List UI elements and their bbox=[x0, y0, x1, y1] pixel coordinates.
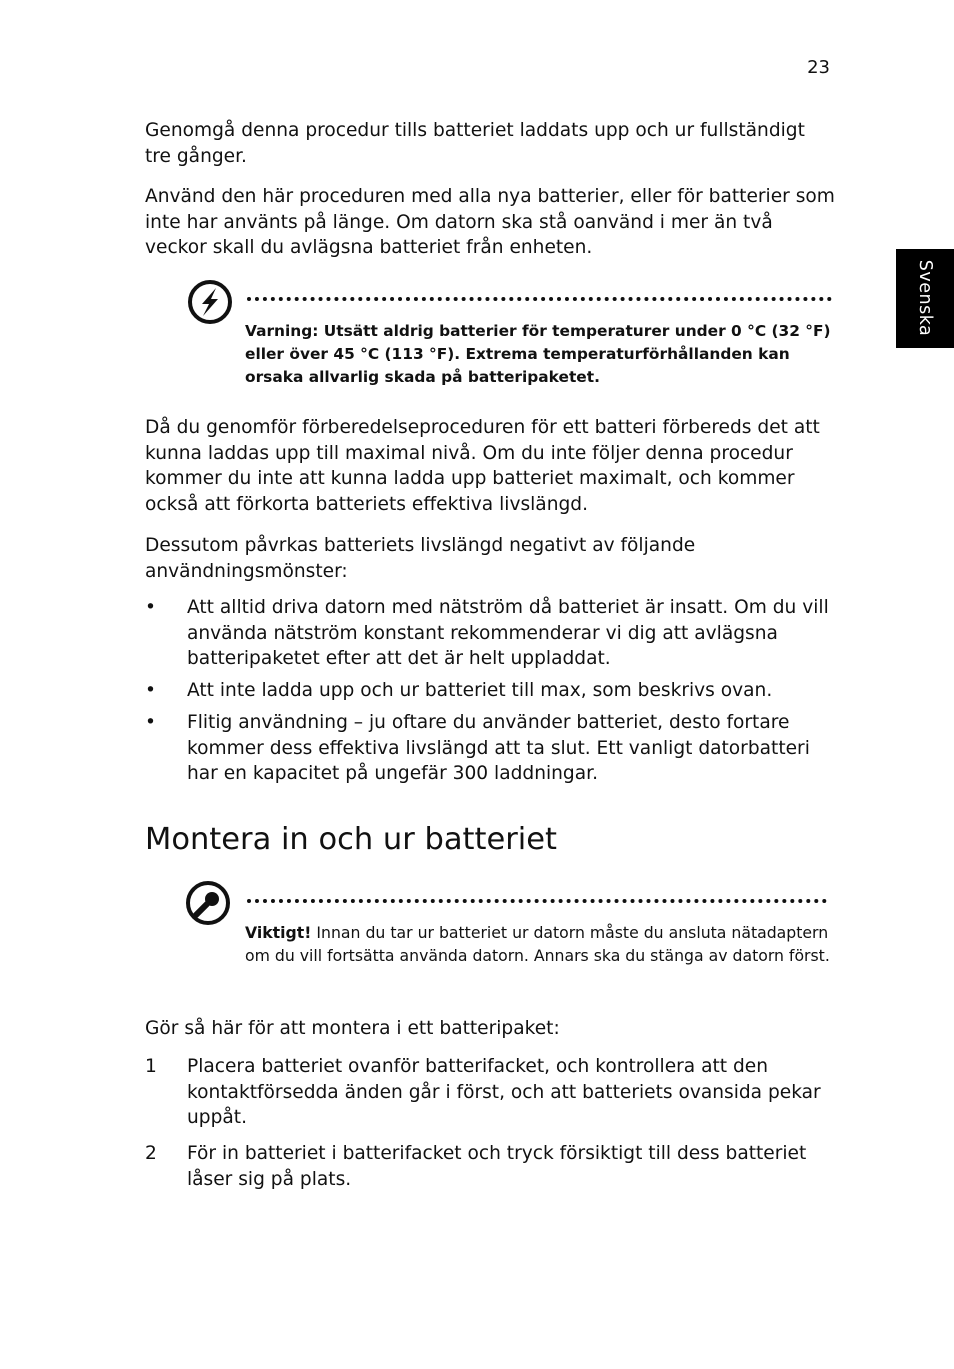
step-number: 1 bbox=[145, 1056, 157, 1077]
important-divider bbox=[247, 899, 827, 903]
step-text: För in batteriet i batterifacket och tryck försiktigt till dess batteriet låser sig på plats. bbox=[187, 1143, 807, 1190]
bullet-text: Att alltid driva datorn med nätström då batteriet är insatt. Om du vill använda nätström konstant rekommenderar vi dig att avlägsna batteripaketet efter att det är helt uppladdat. bbox=[187, 597, 829, 669]
side-tab-label: Svenska bbox=[915, 259, 935, 337]
intro-paragraph-2: Använd den här proceduren med alla nya batterier, eller för batterier som inte har använts på länge. Om datorn ska stå oanvänd i mer än två veckor skall du avlägsna batteriet från enheten. bbox=[145, 186, 835, 258]
bullet-marker: • bbox=[145, 680, 156, 701]
bullet-text: Flitig användning – ju oftare du använder batteriet, desto fortare kommer dess effektiva livslängd att ta slut. Ett vanligt datorbatteri har en kapacitet på ungefär 300 laddningar. bbox=[187, 712, 810, 784]
page-number: 23 bbox=[807, 57, 830, 78]
warning-divider bbox=[247, 297, 832, 301]
bullet-marker: • bbox=[145, 712, 156, 733]
lightning-warning-icon bbox=[187, 279, 233, 325]
important-label: Viktigt! bbox=[245, 923, 312, 942]
bullet-marker: • bbox=[145, 597, 156, 618]
step-text: Placera batteriet ovanför batterifacket, och kontrollera att den kontaktförsedda änden går i först, och att batteriets ovansida pekar uppåt. bbox=[187, 1056, 821, 1128]
step-number: 2 bbox=[145, 1143, 157, 1164]
language-side-tab bbox=[896, 249, 954, 348]
warning-text: Varning: Utsätt aldrig batterier för temperaturer under 0 °C (32 °F) eller över 45 °C (113 °F). Extrema temperaturförhållanden kan orsaka allvarlig skada på batteripaketet. bbox=[245, 322, 831, 386]
body-paragraph-4: Dessutom påvrkas batteriets livslängd negativt av följande användningsmönster: bbox=[145, 535, 696, 582]
section-heading: Montera in och ur batteriet bbox=[145, 822, 557, 857]
important-note bbox=[245, 921, 835, 967]
bullet-text: Att inte ladda upp och ur batteriet till max, som beskrivs ovan. bbox=[187, 680, 773, 701]
key-important-icon bbox=[185, 880, 231, 926]
intro-paragraph-1: Genomgå denna procedur tills batteriet laddats upp och ur fullständigt tre gånger. bbox=[145, 120, 805, 167]
steps-intro: Gör så här för att montera i ett batteripaket: bbox=[145, 1018, 560, 1039]
body-paragraph-3: Då du genomför förberedelseproceduren för ett batteri förbereds det att kunna laddas upp till maximal nivå. Om du inte följer denna procedur kommer du inte att kunna ladda upp batteriet maximalt, och kommer också att förkorta batteriets effektiva livslängd. bbox=[145, 417, 820, 515]
important-text: Innan du tar ur batteriet ur datorn måste du ansluta nätadaptern om du vill fortsätta använda datorn. Annars ska du stänga av datorn först. bbox=[245, 923, 830, 965]
